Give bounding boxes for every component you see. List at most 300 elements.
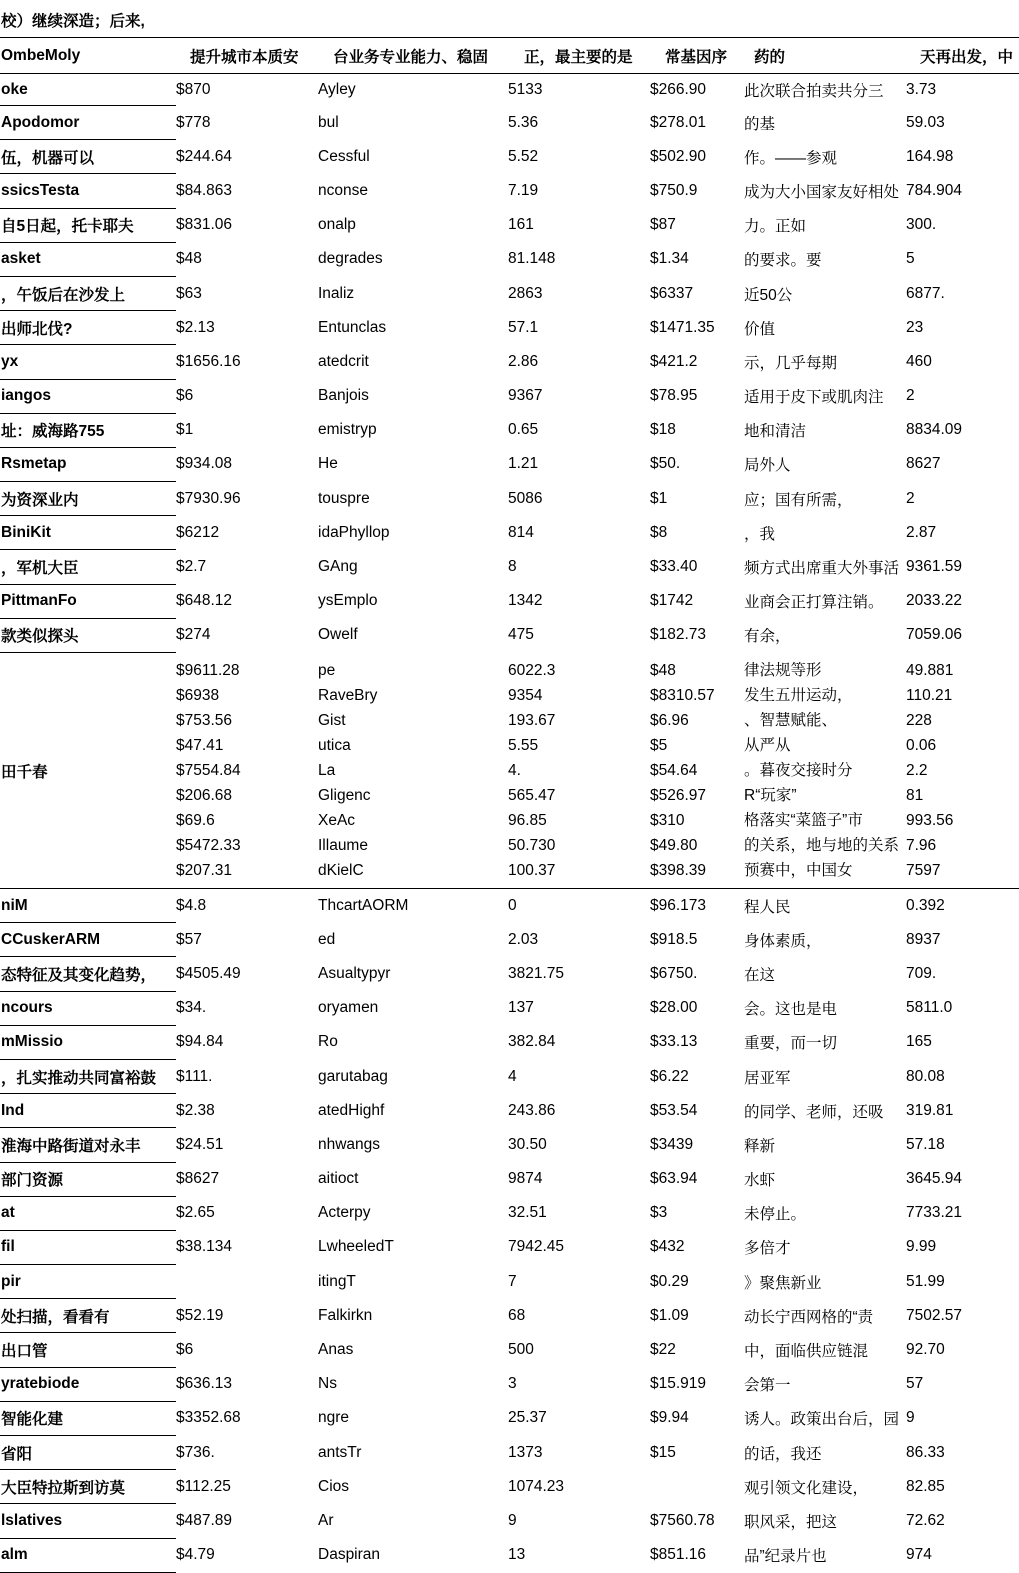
table-cell: 此次联合拍卖共分三 xyxy=(744,82,884,100)
table-cell: ysEmplo xyxy=(318,592,378,610)
table-row xyxy=(0,1299,1019,1333)
table-row xyxy=(0,516,1019,550)
table-row xyxy=(0,584,1019,618)
cell-value: dKielC xyxy=(318,861,364,879)
table-cell: 1342 xyxy=(508,592,543,610)
table-cell: $918.5 xyxy=(650,930,698,948)
table-cell: 频方式出席重大外事活 xyxy=(744,560,900,578)
row-label: 为资深业内 xyxy=(0,482,176,516)
row-label: yratebiode xyxy=(0,1367,176,1401)
table-cell: 243.86 xyxy=(508,1101,556,1119)
table-cell: emistryp xyxy=(318,421,377,439)
table-cell: $112.25 xyxy=(176,1477,231,1495)
table-cell: $278.01 xyxy=(650,113,707,131)
table-cell: 57.18 xyxy=(906,1135,945,1153)
table-row xyxy=(0,106,1019,140)
table-cell xyxy=(744,653,906,889)
column-header: 常基因序 xyxy=(650,38,744,74)
cell-value: 的关系，地与地的关系 xyxy=(744,836,900,854)
table-cell: $3439 xyxy=(650,1135,694,1153)
table-cell: nhwangs xyxy=(318,1135,381,1153)
table-cell: 局外人 xyxy=(744,457,791,475)
header-row xyxy=(0,38,1019,74)
table-cell: 9.99 xyxy=(906,1238,937,1256)
table-cell: $2.65 xyxy=(176,1204,215,1222)
table-cell: 2.03 xyxy=(508,930,539,948)
table-cell: 164.98 xyxy=(906,147,954,165)
cell-value: 2.2 xyxy=(906,761,928,779)
table-row xyxy=(0,1094,1019,1128)
row-label: 出口管 xyxy=(0,1333,176,1367)
table-cell: 诱人。政策出台后，园 xyxy=(744,1411,900,1429)
table-cell: 59.03 xyxy=(906,113,945,131)
table-cell: 的要求。要 xyxy=(744,252,822,270)
table-cell: 7059.06 xyxy=(906,626,963,644)
table-cell: 在这 xyxy=(744,966,776,984)
table-cell: 0.65 xyxy=(508,421,539,439)
cell-value: 565.47 xyxy=(508,786,556,804)
table-cell: $432 xyxy=(650,1238,685,1256)
table-cell: $2.13 xyxy=(176,318,215,336)
table-cell: 7502.57 xyxy=(906,1306,963,1324)
table-cell: $9.94 xyxy=(650,1409,689,1427)
table-cell: 974 xyxy=(906,1546,932,1564)
table-cell: 重要，而一切 xyxy=(744,1035,838,1053)
table-cell: $8 xyxy=(650,523,668,541)
row-label: ssicsTesta xyxy=(0,174,176,208)
table-cell: $487.89 xyxy=(176,1511,233,1529)
table-cell: ，我 xyxy=(744,525,776,543)
table-cell: 80.08 xyxy=(906,1067,945,1085)
table-row xyxy=(0,276,1019,310)
cell-value: 50.730 xyxy=(508,836,556,854)
table-cell xyxy=(508,653,650,889)
table-cell: 784.904 xyxy=(906,181,963,199)
table-cell: $53.54 xyxy=(650,1101,698,1119)
table-cell: $63.94 xyxy=(650,1170,698,1188)
table-cell: Owelf xyxy=(318,626,358,644)
table-row xyxy=(0,1538,1019,1572)
cell-value: pe xyxy=(318,661,336,679)
table-cell: 82.85 xyxy=(906,1477,945,1495)
table-cell: Ar xyxy=(318,1511,334,1529)
table-cell: 500 xyxy=(508,1341,534,1359)
table-cell: $851.16 xyxy=(650,1546,707,1564)
table-cell: 1.21 xyxy=(508,455,539,473)
table-cell: $7560.78 xyxy=(650,1511,715,1529)
table-cell: 7.19 xyxy=(508,181,539,199)
table-cell: $934.08 xyxy=(176,455,233,473)
table-cell: LwheeledT xyxy=(318,1238,394,1256)
table-cell: 8627 xyxy=(906,455,941,473)
row-label: 淮海中路街道对永丰 xyxy=(0,1128,176,1162)
data-table xyxy=(0,37,1019,1573)
table-cell: Ro xyxy=(318,1033,338,1051)
row-label: 伍，机器可以 xyxy=(0,140,176,174)
table-row xyxy=(0,1162,1019,1196)
table-cell: Ns xyxy=(318,1375,337,1393)
table-cell: touspre xyxy=(318,489,370,507)
table-cell: $6337 xyxy=(650,284,694,302)
table-row xyxy=(0,413,1019,447)
table-cell: 会第一 xyxy=(744,1377,791,1395)
cell-value: $526.97 xyxy=(650,786,707,804)
cell-value: 预赛中，中国女 xyxy=(744,861,853,879)
table-cell: onalp xyxy=(318,216,356,234)
table-cell: 3821.75 xyxy=(508,964,565,982)
table-cell: Cios xyxy=(318,1477,350,1495)
row-label: 款类似探头 xyxy=(0,618,176,652)
table-row xyxy=(0,208,1019,242)
table-cell: $1471.35 xyxy=(650,318,715,336)
table-cell: 9 xyxy=(508,1511,517,1529)
table-cell: $1.09 xyxy=(650,1306,689,1324)
table-cell: 2863 xyxy=(508,284,543,302)
table-cell: $6212 xyxy=(176,523,220,541)
table-cell: $18 xyxy=(650,421,676,439)
table-cell: 作。——参观 xyxy=(744,149,838,167)
table-cell: $96.173 xyxy=(650,896,707,914)
table-cell: 1074.23 xyxy=(508,1477,565,1495)
table-cell: $2.38 xyxy=(176,1101,215,1119)
cell-value: $54.64 xyxy=(650,761,698,779)
table-cell: 814 xyxy=(508,523,534,541)
column-header: 正，最主要的是 xyxy=(508,38,650,74)
table-cell: $831.06 xyxy=(176,216,233,234)
row-label: pir xyxy=(0,1265,176,1299)
row-label: ，午饭后在沙发上 xyxy=(0,276,176,310)
table-cell: 13 xyxy=(508,1546,526,1564)
table-cell: 5.36 xyxy=(508,113,539,131)
table-cell: ngre xyxy=(318,1409,350,1427)
table-cell: 9361.59 xyxy=(906,558,963,576)
table-cell: $6 xyxy=(176,387,194,405)
table-row xyxy=(0,345,1019,379)
table-cell: $636.13 xyxy=(176,1375,233,1393)
row-label: mMissio xyxy=(0,1025,176,1059)
table-cell: $50. xyxy=(650,455,681,473)
table-row xyxy=(0,923,1019,957)
table-cell: $736. xyxy=(176,1443,215,1461)
row-label: 处扫描，看看有 xyxy=(0,1299,176,1333)
table-cell: 8 xyxy=(508,558,517,576)
table-cell: 161 xyxy=(508,216,534,234)
table-cell: 》聚焦新业 xyxy=(744,1274,822,1292)
table-cell: 中，面临供应链混 xyxy=(744,1343,869,1361)
table-cell: 0 xyxy=(508,896,517,914)
cell-value: Gist xyxy=(318,711,346,729)
table-cell: 2.87 xyxy=(906,523,937,541)
cell-value: $207.31 xyxy=(176,861,233,879)
table-cell: 职风采，把这 xyxy=(744,1513,838,1531)
cell-value: R“玩家” xyxy=(744,786,797,804)
table-cell: 业商会正打算注销。 xyxy=(744,594,884,612)
row-label: Ind xyxy=(0,1094,176,1128)
cell-value: $5472.33 xyxy=(176,836,241,854)
table-cell: 57.1 xyxy=(508,318,539,336)
row-label: ncours xyxy=(0,991,176,1025)
row-label: 出师北伐? xyxy=(0,311,176,345)
table-cell: $33.40 xyxy=(650,558,698,576)
table-cell: Daspiran xyxy=(318,1546,381,1564)
table-row xyxy=(0,1504,1019,1538)
table-cell: 9874 xyxy=(508,1170,543,1188)
table-cell: Anas xyxy=(318,1341,354,1359)
table-cell: $84.863 xyxy=(176,181,233,199)
row-label: 智能化建 xyxy=(0,1401,176,1435)
table-row xyxy=(0,1128,1019,1162)
row-label: asket xyxy=(0,242,176,276)
table-cell: $6.22 xyxy=(650,1067,689,1085)
table-cell: 92.70 xyxy=(906,1341,945,1359)
table-row xyxy=(0,1401,1019,1435)
row-label: ，扎实推动共同富裕鼓 xyxy=(0,1059,176,1093)
table-cell: Ayley xyxy=(318,80,356,98)
cell-value: 993.56 xyxy=(906,811,954,829)
table-row xyxy=(0,550,1019,584)
table-cell xyxy=(176,1265,318,1299)
table-cell: 0.392 xyxy=(906,896,945,914)
table-cell: 程人民 xyxy=(744,898,791,916)
table-cell: atedcrit xyxy=(318,352,369,370)
table-cell xyxy=(176,653,318,889)
row-label: at xyxy=(0,1196,176,1230)
table-row xyxy=(0,1436,1019,1470)
table-cell: 9 xyxy=(906,1409,915,1427)
table-cell: $3 xyxy=(650,1204,668,1222)
cell-value: 格落实“菜篮子”市 xyxy=(744,811,863,829)
table-cell: garutabag xyxy=(318,1067,388,1085)
row-label: PittmanFo xyxy=(0,584,176,618)
table-row xyxy=(0,957,1019,991)
row-label: CCuskerARM xyxy=(0,923,176,957)
table-cell: Falkirkn xyxy=(318,1306,373,1324)
table-cell xyxy=(650,1470,744,1504)
table-cell: $4505.49 xyxy=(176,964,241,982)
cell-value: 0.06 xyxy=(906,736,937,754)
table-cell: $24.51 xyxy=(176,1135,224,1153)
table-cell: 释新 xyxy=(744,1137,776,1155)
table-cell: $3352.68 xyxy=(176,1409,241,1427)
table-cell: 价值 xyxy=(744,320,776,338)
table-cell: 8834.09 xyxy=(906,421,963,439)
table-cell: ThcartAORM xyxy=(318,896,409,914)
table-row xyxy=(0,482,1019,516)
table-cell: $0.29 xyxy=(650,1272,689,1290)
table-cell: $2.7 xyxy=(176,558,207,576)
table-cell: 51.99 xyxy=(906,1272,945,1290)
table-cell: 460 xyxy=(906,352,932,370)
table-row xyxy=(0,1025,1019,1059)
table-cell: $648.12 xyxy=(176,592,233,610)
table-cell: $48 xyxy=(176,250,202,268)
table-cell: GAng xyxy=(318,558,358,576)
table-cell: 7733.21 xyxy=(906,1204,963,1222)
cell-value: $753.56 xyxy=(176,711,233,729)
table-cell: 2.86 xyxy=(508,352,539,370)
table-cell: 86.33 xyxy=(906,1443,945,1461)
table-cell: antsTr xyxy=(318,1443,362,1461)
row-label: Apodomor xyxy=(0,106,176,140)
column-header: 药的 xyxy=(744,38,906,74)
cell-value: $8310.57 xyxy=(650,686,715,704)
table-cell: 319.81 xyxy=(906,1101,954,1119)
table-cell: $111. xyxy=(176,1067,213,1085)
table-cell: Entunclas xyxy=(318,318,387,336)
table-cell: $34. xyxy=(176,999,207,1017)
table-cell: degrades xyxy=(318,250,383,268)
table-cell: 7942.45 xyxy=(508,1238,565,1256)
table-row xyxy=(0,1230,1019,1264)
cell-value: 100.37 xyxy=(508,861,556,879)
row-label: 大臣特拉斯到访莫 xyxy=(0,1470,176,1504)
table-cell: $63 xyxy=(176,284,202,302)
table-cell: $778 xyxy=(176,113,211,131)
table-cell: 72.62 xyxy=(906,1511,945,1529)
table-cell: 5 xyxy=(906,250,915,268)
table-row xyxy=(0,1367,1019,1401)
cell-value: 发生五卅运动， xyxy=(744,686,853,704)
cell-value: 228 xyxy=(906,711,932,729)
cell-value: 7597 xyxy=(906,861,941,879)
table-cell: Cessful xyxy=(318,147,370,165)
table-cell: 9367 xyxy=(508,387,543,405)
cell-value: $69.6 xyxy=(176,811,215,829)
table-cell: $52.19 xyxy=(176,1306,224,1324)
table-cell: 有余， xyxy=(744,628,791,646)
table-cell: ed xyxy=(318,930,336,948)
row-label: 址：威海路755 xyxy=(0,413,176,447)
table-cell: oryamen xyxy=(318,999,379,1017)
table-cell: $6 xyxy=(176,1341,194,1359)
table-cell: 近50公 xyxy=(744,286,793,304)
cell-value: XeAc xyxy=(318,811,356,829)
table-cell: $266.90 xyxy=(650,80,707,98)
table-cell: $4.79 xyxy=(176,1546,215,1564)
table-row xyxy=(0,174,1019,208)
cell-value: 。暮夜交接时分 xyxy=(744,761,853,779)
table-cell: 709. xyxy=(906,964,937,982)
cell-value: $6.96 xyxy=(650,711,689,729)
column-header: 台业务专业能力、稳固 xyxy=(318,38,508,74)
cell-value: Illaume xyxy=(318,836,368,854)
table-cell: $57 xyxy=(176,930,202,948)
table-row xyxy=(0,1470,1019,1504)
table-cell: 30.50 xyxy=(508,1135,547,1153)
cell-value: 9354 xyxy=(508,686,543,704)
row-label: 部门资源 xyxy=(0,1162,176,1196)
cell-value: $47.41 xyxy=(176,736,224,754)
row-label: 态特征及其变化趋势， xyxy=(0,957,176,991)
cell-value: La xyxy=(318,761,336,779)
column-header: 提升城市本质安 xyxy=(176,38,318,74)
table-cell: bul xyxy=(318,113,339,131)
table-cell xyxy=(650,653,744,889)
table-cell: 6877. xyxy=(906,284,945,302)
cell-value: $310 xyxy=(650,811,685,829)
table-cell: 居亚军 xyxy=(744,1069,791,1087)
table-cell: $244.64 xyxy=(176,147,233,165)
table-cell: $1 xyxy=(650,489,668,507)
cell-value: 49.881 xyxy=(906,661,954,679)
table-row xyxy=(0,74,1019,106)
table-row xyxy=(0,618,1019,652)
table-cell: 1373 xyxy=(508,1443,543,1461)
table-row xyxy=(0,140,1019,174)
table-cell: 23 xyxy=(906,318,924,336)
table-row xyxy=(0,447,1019,481)
row-label: niM xyxy=(0,889,176,923)
table-cell: 多倍才 xyxy=(744,1240,791,1258)
table-cell: 4 xyxy=(508,1067,517,1085)
row-label: ，军机大臣 xyxy=(0,550,176,584)
table-cell: $1742 xyxy=(650,592,694,610)
cell-value: $6938 xyxy=(176,686,220,704)
cell-value: 律法规等形 xyxy=(744,661,822,679)
row-label: alm xyxy=(0,1538,176,1572)
table-cell: 应；国有所需， xyxy=(744,491,853,509)
row-label: yx xyxy=(0,345,176,379)
row-label: lslatives xyxy=(0,1504,176,1538)
table-cell: 300. xyxy=(906,216,937,234)
caption: 校）继续深造；后来, xyxy=(1,13,145,30)
table-cell: 382.84 xyxy=(508,1033,556,1051)
table-cell: $750.9 xyxy=(650,181,698,199)
table-cell: Banjois xyxy=(318,387,369,405)
table-cell: itingT xyxy=(318,1272,356,1290)
table-cell: $1656.16 xyxy=(176,352,241,370)
cell-value: RaveBry xyxy=(318,686,378,704)
table-cell: 动长宁西网格的“责 xyxy=(744,1308,874,1326)
table-cell: 137 xyxy=(508,999,534,1017)
table-cell: 水虾 xyxy=(744,1172,776,1190)
table-cell: $4.8 xyxy=(176,896,207,914)
row-label: 省阳 xyxy=(0,1436,176,1470)
row-label: oke xyxy=(0,74,176,106)
table-cell: $38.134 xyxy=(176,1238,233,1256)
table-cell: 57 xyxy=(906,1375,924,1393)
table-row xyxy=(0,991,1019,1025)
table-cell: 3 xyxy=(508,1375,517,1393)
table-cell: $421.2 xyxy=(650,352,698,370)
table-cell: $6750. xyxy=(650,964,698,982)
cell-value: 从严从 xyxy=(744,736,791,754)
table-cell: $15.919 xyxy=(650,1375,707,1393)
cell-value: 5.55 xyxy=(508,736,539,754)
cell-value: 96.85 xyxy=(508,811,547,829)
column-header: 天再出发，中 xyxy=(906,38,1019,74)
table-cell: 成为大小国家友好相处 xyxy=(744,183,900,201)
table-cell: $502.90 xyxy=(650,147,707,165)
table-cell: 地和清洁 xyxy=(744,423,807,441)
table-cell: $1 xyxy=(176,421,194,439)
table-cell: $87 xyxy=(650,216,676,234)
table-cell: $8627 xyxy=(176,1170,220,1188)
table-cell: 68 xyxy=(508,1306,526,1324)
table-row xyxy=(0,1333,1019,1367)
table-cell: atedHighf xyxy=(318,1101,385,1119)
table-cell: $78.95 xyxy=(650,387,698,405)
row-label: BiniKit xyxy=(0,516,176,550)
table-cell: 的话，我还 xyxy=(744,1445,822,1463)
row-label: 自5日起，托卡耶夫 xyxy=(0,208,176,242)
table-cell: 7 xyxy=(508,1272,517,1290)
table-cell: Asualtypyr xyxy=(318,964,391,982)
table-cell: $94.84 xyxy=(176,1033,224,1051)
table-cell: idaPhyllop xyxy=(318,523,390,541)
table-cell xyxy=(318,653,508,889)
table-cell: 5133 xyxy=(508,80,543,98)
